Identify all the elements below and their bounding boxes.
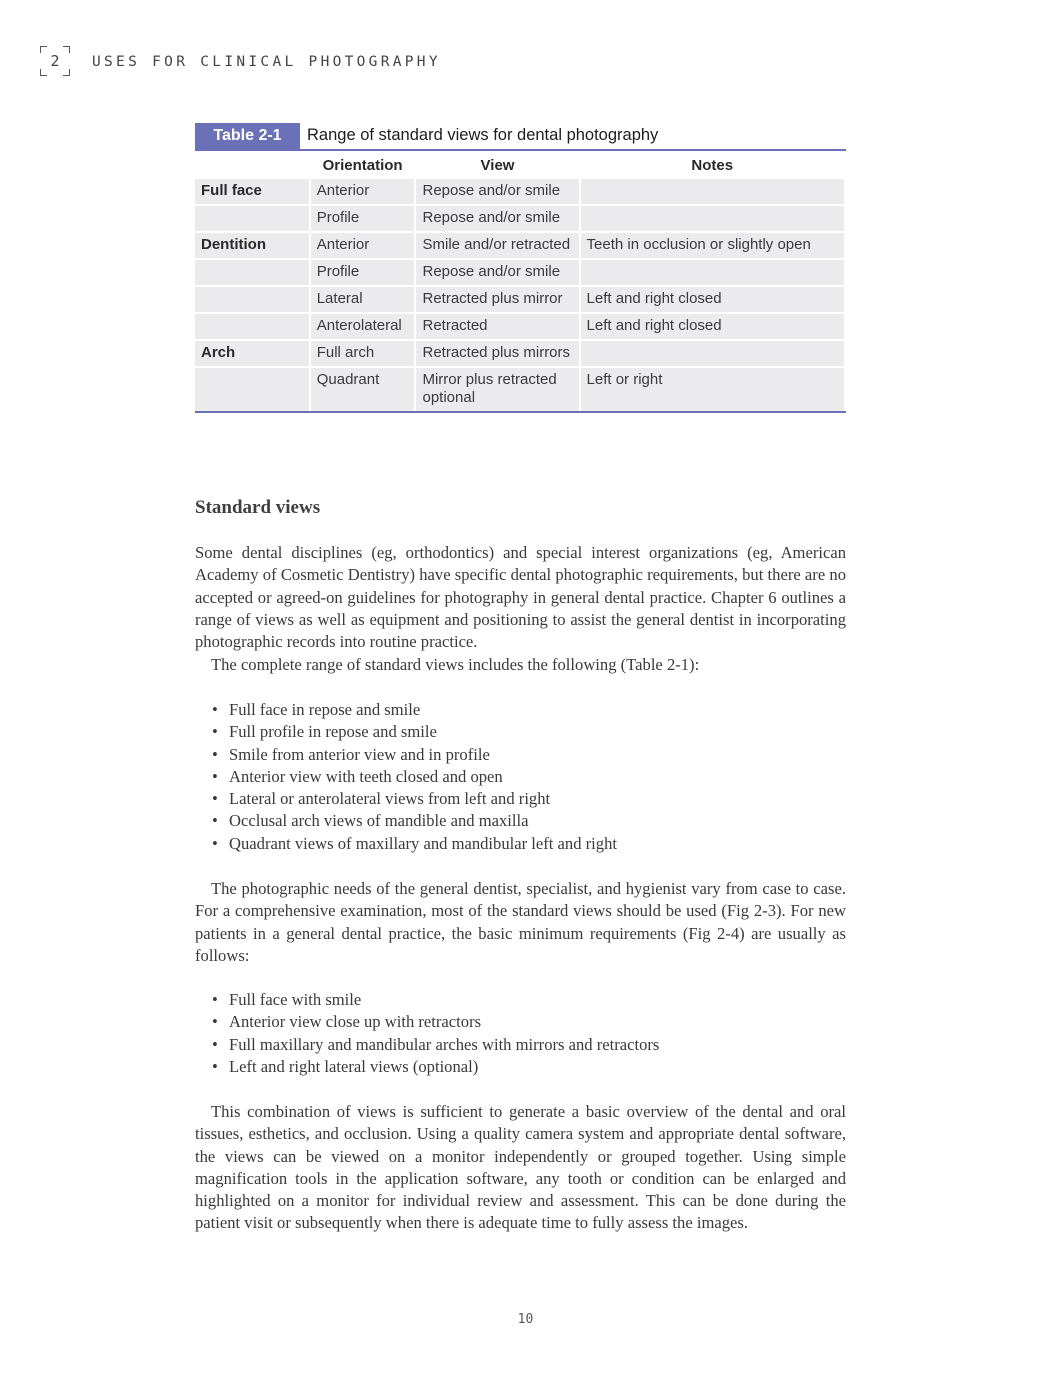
standard-views-list [212,699,846,855]
header-view: View [415,151,579,178]
cell-notes [580,340,845,367]
paragraph-needs: The photographic needs of the general dentist, specialist, and hygienist vary from case to case. For a comprehensive examination, most of the standard views should be used (Fig 2-3). For new patients in a general dental practice, the basic minimum requirements (Fig 2-4) are usually as follows: [195,879,846,965]
table-row [195,232,845,259]
cell-view: Smile and/or retracted [415,232,579,259]
table-title: Range of standard views for dental photography [307,126,659,144]
cell-orientation: Lateral [310,286,416,313]
list-item: • Full maxillary and mandibular arches with mirrors and retractors [212,1034,846,1056]
cell-notes: Teeth in occlusion or slightly open [580,232,845,259]
chapter-number-box [40,46,70,76]
standard-views-table [195,123,846,413]
paragraph-range-lead: The complete range of standard views includes the following (Table 2-1): [211,655,700,674]
chapter-number: 2 [50,52,60,70]
cell-view: Repose and/or smile [415,259,579,286]
list-item: • Full face in repose and smile [212,699,846,721]
list-item: • Lateral or anterolateral views from left and right [212,788,846,810]
cell-category [195,205,310,232]
cell-orientation: Quadrant [310,367,416,412]
cell-notes [580,178,845,205]
cell-category: Arch [195,340,310,367]
cell-notes [580,259,845,286]
table-caption [195,123,846,151]
table-row [195,286,845,313]
section-heading: Standard views [195,497,321,518]
cell-notes [580,205,845,232]
cell-category [195,313,310,340]
cell-orientation: Full arch [310,340,416,367]
cell-notes: Left and right closed [580,286,845,313]
list-item: • Quadrant views of maxillary and mandibular left and right [212,833,846,855]
cell-category [195,286,310,313]
cell-view: Retracted [415,313,579,340]
cell-orientation: Profile [310,205,416,232]
cell-view: Repose and/or smile [415,178,579,205]
header-orientation: Orientation [310,151,416,178]
table-row [195,340,845,367]
table-row [195,313,845,340]
list-item: • Full profile in repose and smile [212,721,846,743]
table-row [195,367,845,412]
cell-view: Retracted plus mirrors [415,340,579,367]
header-notes: Notes [580,151,845,178]
table-row [195,259,845,286]
running-header [40,46,640,78]
cell-notes: Left or right [580,367,845,412]
cell-orientation: Anterior [310,178,416,205]
cell-orientation: Profile [310,259,416,286]
cell-notes: Left and right closed [580,313,845,340]
cell-orientation: Anterior [310,232,416,259]
list-item: • Anterior view close up with retractors [212,1011,846,1033]
table-row [195,205,845,232]
list-item: • Full face with smile [212,989,846,1011]
views-table [195,151,846,413]
list-item: • Left and right lateral views (optional) [212,1056,846,1078]
cell-category [195,367,310,412]
cell-view: Mirror plus retracted optional [415,367,579,412]
list-item: • Occlusal arch views of mandible and maxilla [212,810,846,832]
table-header-row [195,151,845,178]
header-category [195,151,310,178]
table-row [195,178,845,205]
cell-view: Repose and/or smile [415,205,579,232]
cell-orientation: Anterolateral [310,313,416,340]
table-label: Table 2-1 [195,123,300,149]
minimum-requirements-list [212,989,846,1078]
running-title: USES FOR CLINICAL PHOTOGRAPHY [92,54,441,70]
page-number: 10 [517,1312,534,1327]
cell-category: Dentition [195,232,310,259]
list-item: • Anterior view with teeth closed and open [212,766,846,788]
paragraph-intro: Some dental disciplines (eg, orthodontics) and special interest organizations (eg, American Academy of Cosmetic Dentistry) have specific dental photographic requirements, but there are no accepted or agreed-on guidelines for photography in general dental practice. Chapter 6 outlines a range of views as well as equipment and positioning to assist the general dentist in incorporating photographic records into routine practice. [195,543,846,652]
list-item: • Smile from anterior view and in profile [212,744,846,766]
paragraph-combination: This combination of views is sufficient to generate a basic overview of the dental and oral tissues, esthetics, and occlusion. Using a quality camera system and appropriate dental software, the views can be viewed on a monitor independently or grouped together. Using simple magnification tools in the application software, any tooth or condition can be enlarged and highlighted on a monitor for individual review and assessment. This can be done during the patient visit or subsequently when there is adequate time to fully assess the images. [195,1102,846,1233]
cell-view: Retracted plus mirror [415,286,579,313]
cell-category: Full face [195,178,310,205]
cell-category [195,259,310,286]
